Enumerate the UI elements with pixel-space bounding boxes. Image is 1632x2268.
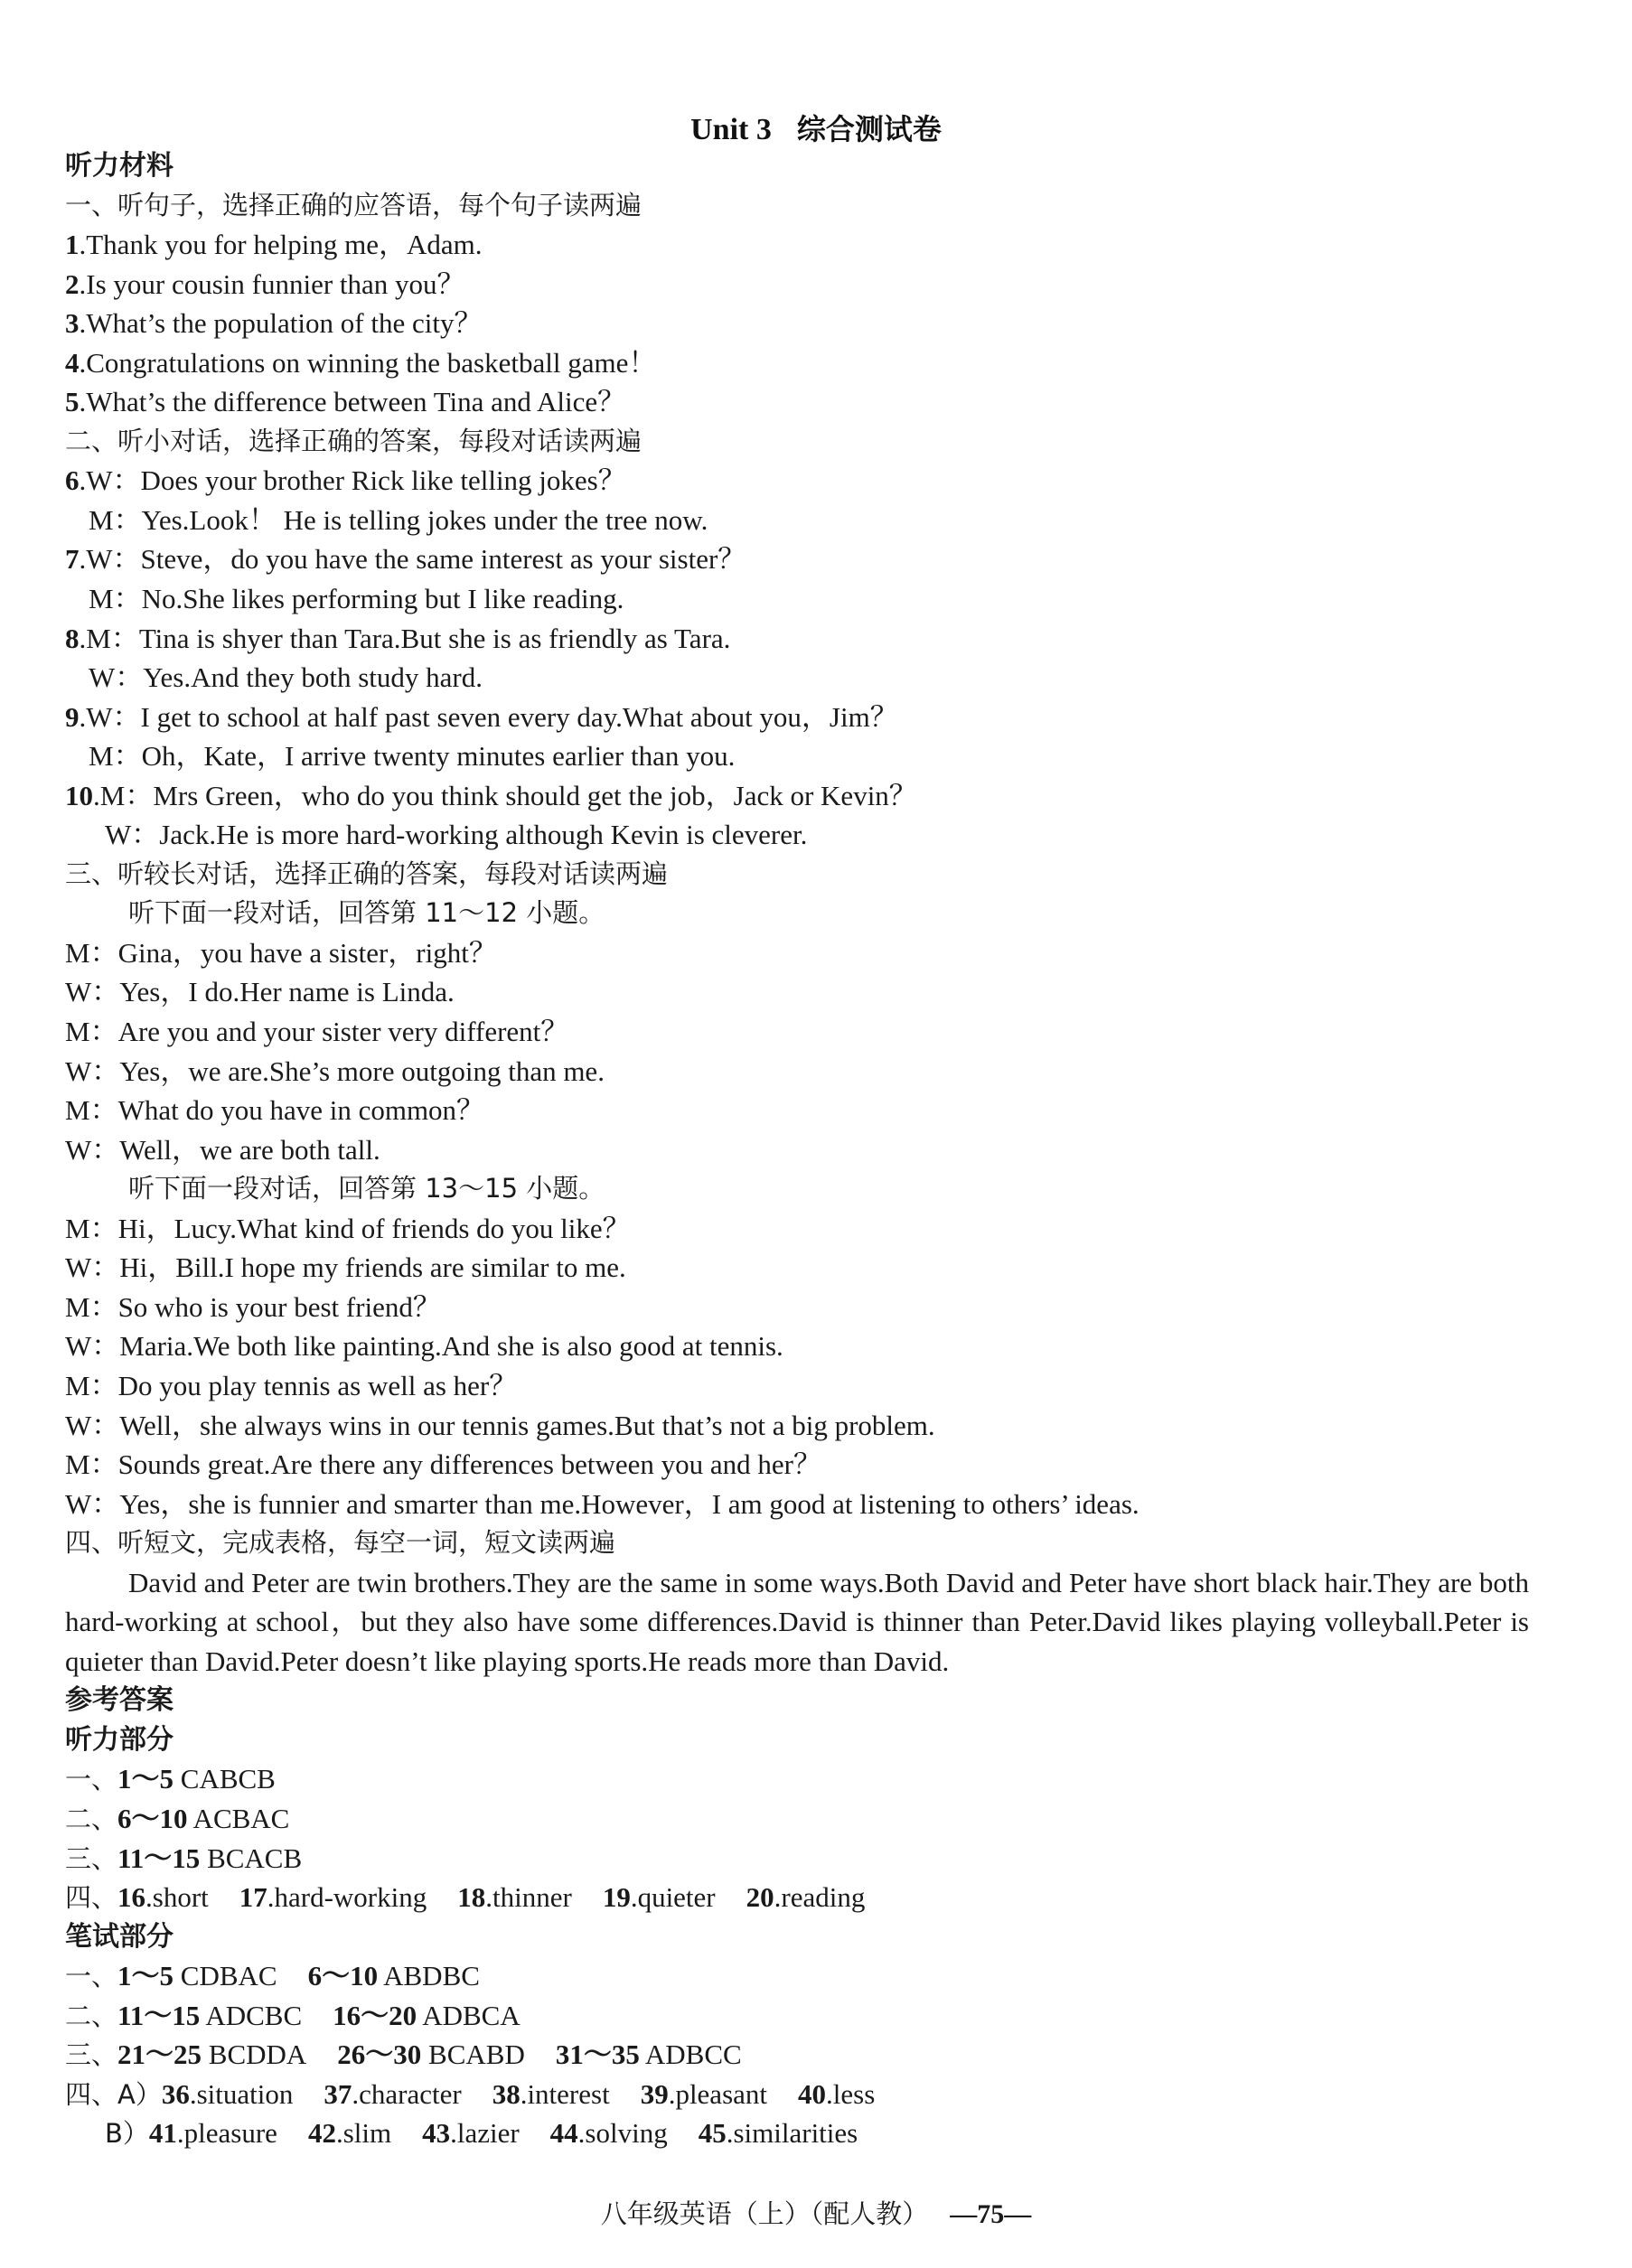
answer-key-heading: 参考答案 bbox=[65, 1684, 174, 1717]
dialogue-line: M：Hi，Lucy.What kind of friends do you like？ bbox=[65, 1212, 631, 1244]
page-title bbox=[0, 107, 1632, 148]
dialogue-line: 6.W：Does your brother Rick like telling jokes？ bbox=[65, 464, 626, 497]
book-title: 八年级英语（上）（配人教） bbox=[600, 2198, 929, 2229]
list-item: 2.Is your cousin funnier than you？ bbox=[65, 267, 465, 300]
section-2-items bbox=[65, 461, 1529, 854]
dialogue-line: M：Do you play tennis as well as her？ bbox=[65, 1369, 518, 1401]
section-1-heading: 一、听句子，选择正确的应答语，每个句子读两遍 bbox=[65, 189, 642, 220]
listening-material-heading: 听力材料 bbox=[65, 150, 174, 182]
dialogue-line: M：Yes.Look！ He is telling jokes under the tree now. bbox=[89, 503, 708, 536]
dialogue-line: W：Yes，she is funnier and smarter than me.However，I am good at listening to others’ ideas. bbox=[65, 1487, 1140, 1520]
answer-row: 三、11～15 BCACB bbox=[65, 1842, 303, 1874]
dialogue-line: M：What do you have in common？ bbox=[65, 1094, 485, 1127]
unit-label: Unit 3 bbox=[690, 113, 772, 146]
page-footer bbox=[0, 2194, 1632, 2231]
list-item: 4.Congratulations on winning the basketball game！ bbox=[65, 346, 657, 379]
dialogue-line: W：Yes.And they both study hard. bbox=[89, 661, 483, 694]
answer-row: 一、1～5 CABCB bbox=[65, 1763, 276, 1795]
dialogue-line: 7.W：Steve，do you have the same interest as your sister？ bbox=[65, 543, 746, 576]
dialogue-line: 10.M：Mrs Green，who do you think should get the job，Jack or Kevin？ bbox=[65, 779, 917, 811]
dialogue-line: W：Jack.He is more hard-working although Kevin is cleverer. bbox=[105, 819, 808, 851]
listening-answers-heading: 听力部分 bbox=[65, 1723, 174, 1756]
dialogue-line: M：Sounds great.Are there any differences between you and her？ bbox=[65, 1448, 821, 1481]
answer-row: 四、A）36.situation 37.character 38.interest 39.pleasant 40.less bbox=[65, 2077, 876, 2110]
dialogue-line: M：Oh，Kate，I arrive twenty minutes earlier than you. bbox=[89, 740, 736, 773]
list-item: 3.What’s the population of the city？ bbox=[65, 307, 483, 340]
dialogue-line: M：So who is your best friend？ bbox=[65, 1290, 441, 1323]
section-2-heading: 二、听小对话，选择正确的答案，每段对话读两遍 bbox=[65, 425, 642, 456]
list-item: 5.What’s the difference between Tina and Alice？ bbox=[65, 386, 626, 418]
section-3-heading: 三、听较长对话，选择正确的答案，每段对话读两遍 bbox=[65, 858, 669, 889]
dialogue-line: W：Maria.We both like painting.And she is also good at tennis. bbox=[65, 1330, 783, 1363]
section-4-heading: 四、听短文，完成表格，每空一词，短文读两遍 bbox=[65, 1527, 616, 1559]
listening-passage: David and Peter are twin brothers.They are the same in some ways.Both David and Peter have short black hair.They are both hard-working at school，but they also have some differences.David is thinner than Peter.David likes playing volleyball.Peter is quieter than David.Peter doesn’t like playing sports.He reads more than David. bbox=[65, 1566, 1529, 1677]
dialogue-2-intro: 听下面一段对话，回答第 13～15 小题。 bbox=[128, 1173, 605, 1204]
dialogue-line: 8.M：Tina is shyer than Tara.But she is as friendly as Tara. bbox=[65, 622, 731, 654]
dialogue-line: W：Well，she always wins in our tennis games.But that’s not a big problem. bbox=[65, 1409, 935, 1441]
written-answers-heading: 笔试部分 bbox=[65, 1920, 174, 1953]
section-1-items bbox=[65, 225, 1529, 422]
dialogue-line: M：No.She likes performing but I like reading. bbox=[89, 583, 624, 615]
answer-row: 二、6～10 ACBAC bbox=[65, 1802, 290, 1834]
answer-row: 二、11～15 ADCBC 16～20 ADBCA bbox=[65, 1999, 521, 2031]
dialogue-1-intro: 听下面一段对话，回答第 11～12 小题。 bbox=[128, 897, 605, 929]
answer-row: 四、16.short 17.hard-working 18.thinner 19.quieter 20.reading bbox=[65, 1881, 866, 1914]
dialogue-line: 9.W：I get to school at half past seven every day.What about you，Jim？ bbox=[65, 700, 898, 733]
dialogue-line: M：Gina，you have a sister，right？ bbox=[65, 936, 497, 969]
dialogue-line: W：Yes，we are.She’s more outgoing than me. bbox=[65, 1054, 605, 1087]
dialogue-line: W：Well，we are both tall. bbox=[65, 1133, 380, 1166]
test-title: 综合测试卷 bbox=[796, 112, 942, 146]
answer-row: B）41.pleasure 42.slim 43.lazier 44.solving 45.similarities bbox=[105, 2117, 858, 2150]
dialogue-line: M：Are you and your sister very different？ bbox=[65, 1016, 569, 1048]
answer-row: 一、1～5 CDBAC 6～10 ABDBC bbox=[65, 1960, 480, 1992]
dialogue-line: W：Yes，I do.Her name is Linda. bbox=[65, 976, 455, 1008]
page-number: —75— bbox=[950, 2199, 1032, 2229]
list-item: 1.Thank you for helping me，Adam. bbox=[65, 229, 483, 261]
answer-row: 三、21～25 BCDDA 26～30 BCABD 31～35 ADBCC bbox=[65, 2038, 742, 2071]
document-body bbox=[65, 146, 1529, 2153]
dialogue-line: W：Hi，Bill.I hope my friends are similar to me. bbox=[65, 1251, 626, 1284]
